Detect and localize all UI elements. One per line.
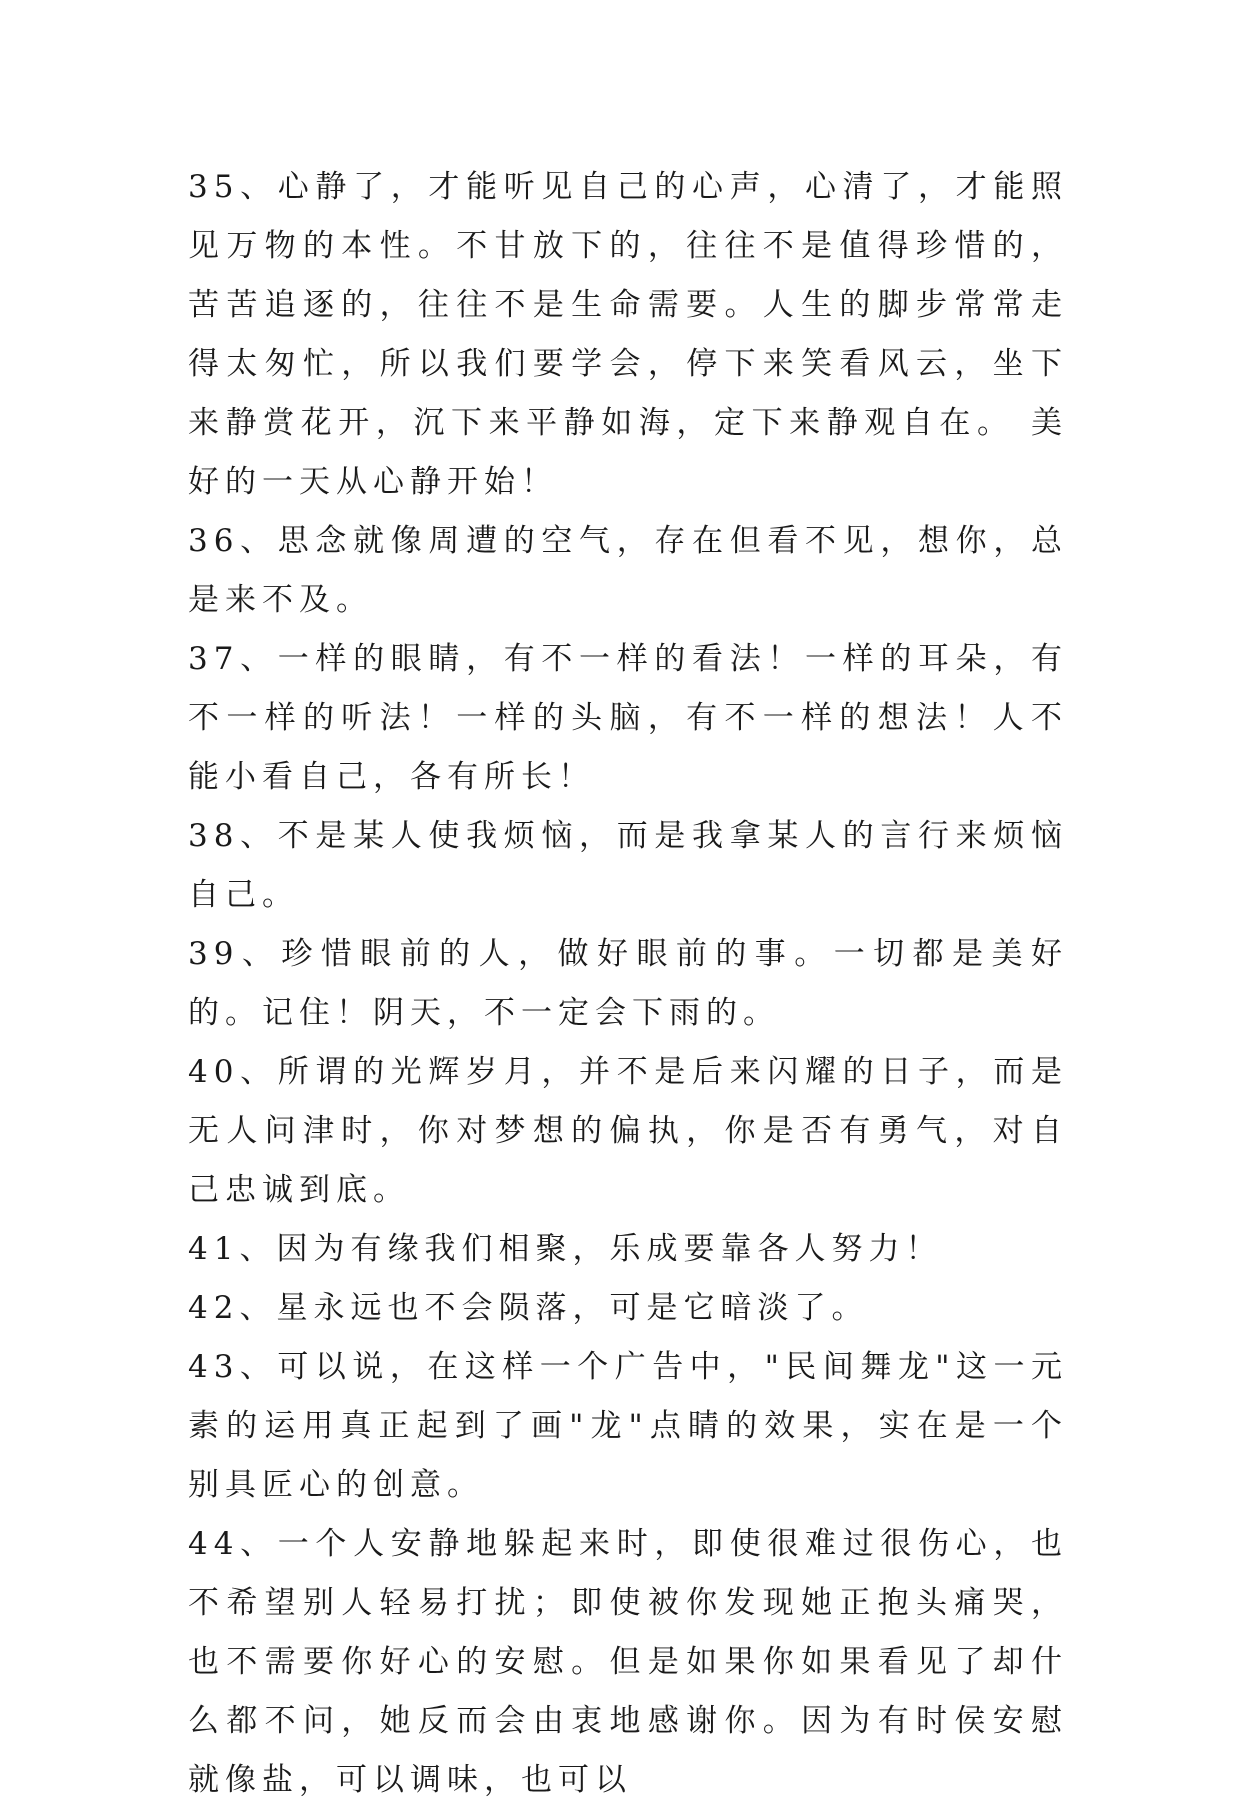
document-body (188, 158, 1068, 1810)
paragraph-44: 44、一个人安静地躲起来时，即使很难过很伤心，也不希望别人轻易打扰；即使被你发现她正抱头痛哭，也不需要你好心的安慰。但是如果你如果看见了却什么都不问，她反而会由衷地感谢你。因为有时侯安慰就像盐，可以调味，也可以 (188, 1526, 1068, 1798)
paragraph-36: 36、思念就像周遭的空气，存在但看不见，想你，总是来不及。 (188, 523, 1068, 618)
paragraph-37: 37、一样的眼睛，有不一样的看法！一样的耳朵，有不一样的听法！一样的头脑，有不一样的想法！人不能小看自己，各有所长！ (188, 641, 1068, 795)
paragraph-43: 43、可以说，在这样一个广告中，"民间舞龙"这一元素的运用真正起到了画"龙"点睛的效果，实在是一个别具匠心的创意。 (188, 1349, 1068, 1503)
paragraph-35: 35、心静了，才能听见自己的心声，心清了，才能照见万物的本性。不甘放下的，往往不是值得珍惜的，苦苦追逐的，往往不是生命需要。人生的脚步常常走得太匆忙，所以我们要学会，停下来笑看风云，坐下来静赏花开，沉下来平静如海，定下来静观自在。 美好的一天从心静开始！ (188, 169, 1068, 500)
paragraph-41: 41、因为有缘我们相聚，乐成要靠各人努力！ (188, 1231, 943, 1267)
paragraph-42: 42、星永远也不会陨落，可是它暗淡了。 (188, 1290, 869, 1326)
paragraph-38: 38、不是某人使我烦恼，而是我拿某人的言行来烦恼自己。 (188, 818, 1068, 913)
paragraph-39: 39、珍惜眼前的人，做好眼前的事。一切都是美好的。记住！阴天，不一定会下雨的。 (188, 936, 1068, 1031)
paragraph-40: 40、所谓的光辉岁月，并不是后来闪耀的日子，而是无人问津时，你对梦想的偏执，你是否有勇气，对自己忠诚到底。 (188, 1054, 1068, 1208)
